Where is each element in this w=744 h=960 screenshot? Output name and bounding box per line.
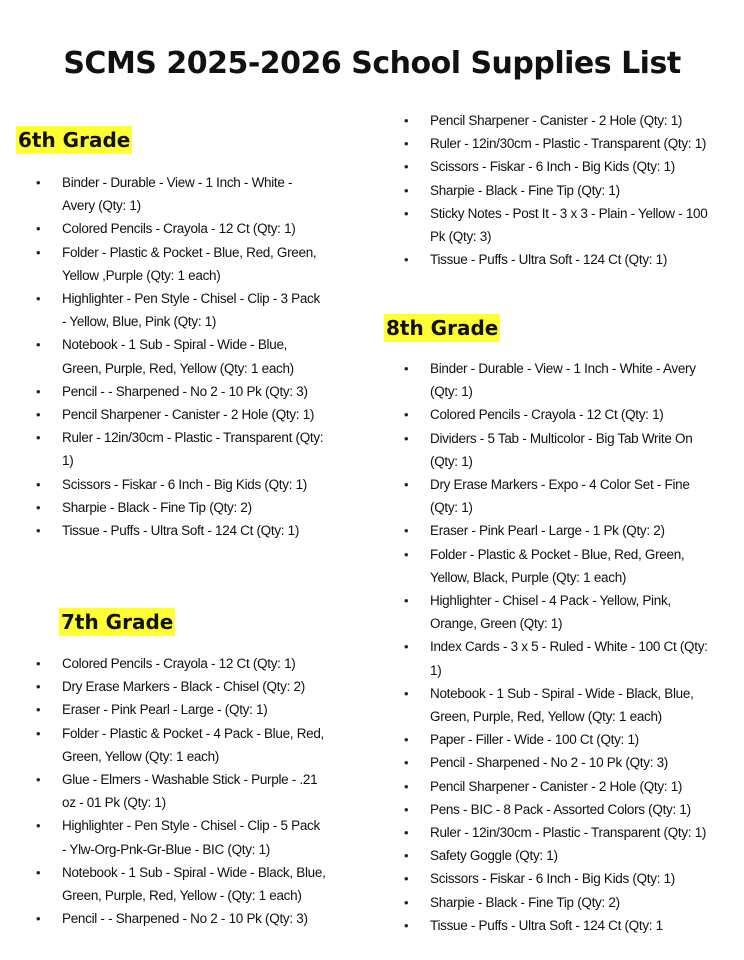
grade6-list — [36, 171, 326, 542]
list-item: • Colored Pencils - Crayola - 12 Ct (Qty: 1) — [36, 217, 326, 240]
list-item: • Notebook - 1 Sub - Spiral - Wide - Black, Blue, Green, Purple, Red, Yellow (Qty: 1 each) — [404, 682, 710, 728]
grade7-list-continued — [404, 109, 710, 271]
list-item: • Highlighter - Pen Style - Chisel - Clip - 3 Pack - Yellow, Blue, Pink (Qty: 1) — [36, 287, 326, 333]
grade8-list — [404, 357, 710, 937]
list-item: • Index Cards - 3 x 5 - Ruled - White - 100 Ct (Qty: 1) — [404, 635, 710, 681]
list-item: • Ruler - 12in/30cm - Plastic - Transparent (Qty: 1) — [404, 132, 710, 155]
grade8-heading: 8th Grade — [386, 316, 499, 340]
list-item: • Colored Pencils - Crayola - 12 Ct (Qty: 1) — [404, 403, 710, 426]
list-item: • Pencil Sharpener - Canister - 2 Hole (Qty: 1) — [404, 775, 710, 798]
list-item: • Dry Erase Markers - Expo - 4 Color Set - Fine (Qty: 1) — [404, 473, 710, 519]
list-item: • Scissors - Fiskar - 6 Inch - Big Kids (Qty: 1) — [404, 867, 710, 890]
list-item: • Sticky Notes - Post It - 3 x 3 - Plain - Yellow - 100 Pk (Qty: 3) — [404, 202, 710, 248]
list-item: • Pencil - Sharpened - No 2 - 10 Pk (Qty: 3) — [404, 751, 710, 774]
list-item: • Binder - Durable - View - 1 Inch - White - Avery (Qty: 1) — [36, 171, 326, 217]
list-item: • Pens - BIC - 8 Pack - Assorted Colors (Qty: 1) — [404, 798, 710, 821]
list-item: • Sharpie - Black - Fine Tip (Qty: 1) — [404, 179, 710, 202]
list-item: • Dividers - 5 Tab - Multicolor - Big Tab Write On (Qty: 1) — [404, 427, 710, 473]
list-item: • Folder - Plastic & Pocket - Blue, Red, Green, Yellow, Black, Purple (Qty: 1 each) — [404, 543, 710, 589]
list-item: • Pencil Sharpener - Canister - 2 Hole (Qty: 1) — [404, 109, 710, 132]
list-item: • Notebook - 1 Sub - Spiral - Wide - Black, Blue, Green, Purple, Red, Yellow - (Qty: 1 each) — [36, 861, 326, 907]
list-item: • Colored Pencils - Crayola - 12 Ct (Qty: 1) — [36, 652, 326, 675]
list-item: • Sharpie - Black - Fine Tip (Qty: 2) — [36, 496, 326, 519]
list-item: • Pencil - - Sharpened - No 2 - 10 Pk (Qty: 3) — [36, 907, 326, 930]
list-item: • Safety Goggle (Qty: 1) — [404, 844, 710, 867]
list-item: • Pencil - - Sharpened - No 2 - 10 Pk (Qty: 3) — [36, 380, 326, 403]
list-item: • Binder - Durable - View - 1 Inch - White - Avery (Qty: 1) — [404, 357, 710, 403]
list-item: • Folder - Plastic & Pocket - Blue, Red, Green, Yellow ,Purple (Qty: 1 each) — [36, 241, 326, 287]
page-title: SCMS 2025-2026 School Supplies List — [63, 46, 681, 81]
list-item: • Highlighter - Pen Style - Chisel - Clip - 5 Pack - Ylw-Org-Pnk-Gr-Blue - BIC (Qty: 1) — [36, 814, 326, 860]
list-item: • Tissue - Puffs - Ultra Soft - 124 Ct (Qty: 1) — [404, 248, 710, 271]
list-item: • Dry Erase Markers - Black - Chisel (Qty: 2) — [36, 675, 326, 698]
grade7-heading: 7th Grade — [61, 610, 174, 634]
list-item: • Scissors - Fiskar - 6 Inch - Big Kids (Qty: 1) — [36, 473, 326, 496]
list-item: • Eraser - Pink Pearl - Large - 1 Pk (Qty: 2) — [404, 519, 710, 542]
list-item: • Ruler - 12in/30cm - Plastic - Transparent (Qty: 1) — [36, 426, 326, 472]
grade7-list — [36, 652, 326, 930]
list-item: • Ruler - 12in/30cm - Plastic - Transparent (Qty: 1) — [404, 821, 710, 844]
list-item: • Folder - Plastic & Pocket - 4 Pack - Blue, Red, Green, Yellow (Qty: 1 each) — [36, 722, 326, 768]
list-item: • Highlighter - Chisel - 4 Pack - Yellow, Pink, Orange, Green (Qty: 1) — [404, 589, 710, 635]
list-item: • Sharpie - Black - Fine Tip (Qty: 2) — [404, 891, 710, 914]
grade6-heading: 6th Grade — [18, 128, 131, 152]
list-item: • Notebook - 1 Sub - Spiral - Wide - Blue, Green, Purple, Red, Yellow (Qty: 1 each) — [36, 333, 326, 379]
list-item: • Glue - Elmers - Washable Stick - Purple - .21 oz - 01 Pk (Qty: 1) — [36, 768, 326, 814]
list-item: • Pencil Sharpener - Canister - 2 Hole (Qty: 1) — [36, 403, 326, 426]
list-item: • Tissue - Puffs - Ultra Soft - 124 Ct (Qty: 1 — [404, 914, 710, 937]
list-item: • Eraser - Pink Pearl - Large - (Qty: 1) — [36, 698, 326, 721]
list-item: • Paper - Filler - Wide - 100 Ct (Qty: 1) — [404, 728, 710, 751]
list-item: • Scissors - Fiskar - 6 Inch - Big Kids (Qty: 1) — [404, 155, 710, 178]
list-item: • Tissue - Puffs - Ultra Soft - 124 Ct (Qty: 1) — [36, 519, 326, 542]
